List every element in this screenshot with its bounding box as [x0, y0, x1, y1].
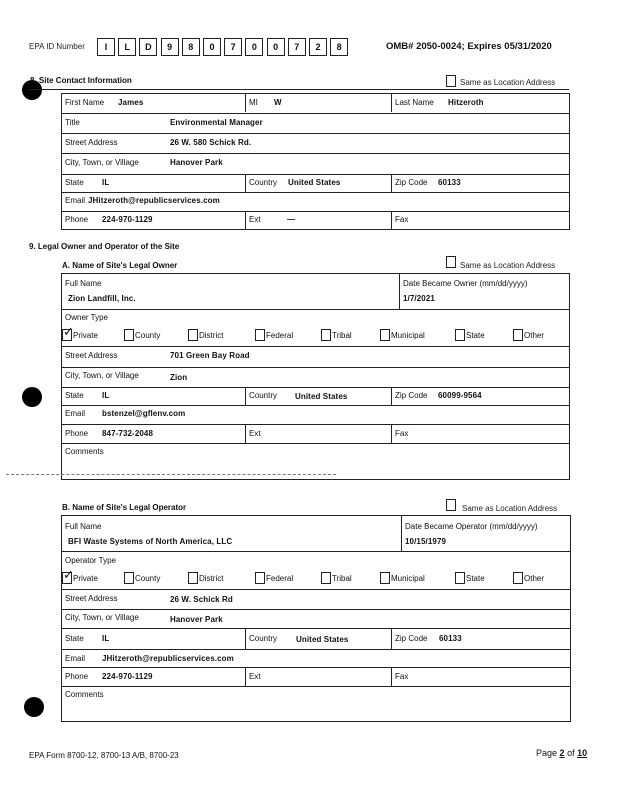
owner-type-federal[interactable]	[255, 329, 293, 341]
owner-type-checkbox[interactable]	[321, 329, 331, 341]
operator-type-label: Municipal	[391, 574, 425, 583]
country-value: United States	[288, 178, 341, 187]
owner-type-tribal[interactable]	[321, 329, 352, 341]
operator-phone-value: 224-970-1129	[102, 672, 153, 681]
owner-city-value: Zion	[170, 373, 188, 382]
owner-country-value: United States	[295, 392, 348, 401]
owner-country-label: Country	[249, 391, 278, 400]
hole-punch-mark	[22, 387, 42, 407]
epa-id-char-box: 2	[309, 38, 327, 56]
epa-id-label: EPA ID Number	[29, 42, 85, 51]
operator-phone-label: Phone	[65, 672, 89, 681]
operator-type-label: District	[199, 574, 224, 583]
same-as-location-checkbox[interactable]	[446, 75, 456, 87]
city-value: Hanover Park	[170, 158, 223, 167]
operator-type-tribal[interactable]	[321, 572, 352, 584]
site-contact-table	[61, 93, 570, 230]
page-number	[536, 748, 587, 758]
operator-type-checkbox[interactable]	[62, 567, 74, 584]
city-label: City, Town, or Village	[65, 158, 139, 167]
owner-type-county[interactable]	[124, 329, 160, 341]
fax-label: Fax	[395, 215, 409, 224]
owner-date-label: Date Became Owner (mm/dd/yyyy)	[403, 279, 528, 288]
operator-type-label: Federal	[266, 574, 294, 583]
operator-type-label: Private	[73, 574, 98, 583]
ext-value: —	[287, 215, 296, 224]
owner-type-checkbox[interactable]	[255, 329, 265, 341]
operator-type-private[interactable]	[62, 567, 98, 584]
first-name-label: First Name	[65, 98, 105, 107]
omb-number: OMB# 2050-0024; Expires 05/31/2020	[386, 41, 552, 52]
epa-id-char-box: L	[118, 38, 136, 56]
operator-zip-label: Zip Code	[395, 634, 428, 643]
state-value: IL	[102, 178, 110, 187]
page-label: Page	[536, 748, 558, 758]
operator-ext-label: Ext	[249, 672, 261, 681]
owner-state-label: State	[65, 391, 84, 400]
owner-type-label: Federal	[266, 331, 294, 340]
epa-id-char-box: 9	[161, 38, 179, 56]
owner-comments-label: Comments	[65, 447, 104, 456]
owner-type-checkbox[interactable]	[455, 329, 465, 341]
zip-label: Zip Code	[395, 178, 428, 187]
last-name-value: Hitzeroth	[448, 98, 484, 107]
operator-country-value: United States	[296, 635, 349, 644]
operator-zip-value: 60133	[439, 634, 462, 643]
first-name-value: James	[118, 98, 144, 107]
owner-full-name-value: Zion Landfill, Inc.	[68, 294, 136, 303]
owner-city-label: City, Town, or Village	[65, 371, 139, 380]
epa-id-char-box: 7	[288, 38, 306, 56]
owner-email-label: Email	[65, 409, 86, 418]
operator-city-label: City, Town, or Village	[65, 613, 139, 622]
email-label: Email	[65, 196, 86, 205]
phone-value: 224-970-1129	[102, 215, 153, 224]
operator-table	[61, 515, 571, 722]
owner-type-label: Other	[524, 331, 545, 340]
owner-type-private[interactable]	[62, 324, 98, 341]
operator-email-value: JHitzeroth@republicservices.com	[102, 654, 234, 663]
operator-type-state[interactable]	[455, 572, 485, 584]
owner-date-value: 1/7/2021	[403, 294, 435, 303]
owner-zip-value: 60099-9564	[438, 391, 482, 400]
mi-value: W	[274, 98, 282, 107]
hole-punch-mark	[24, 697, 44, 717]
epa-id-char-box: 0	[203, 38, 221, 56]
zip-value: 60133	[438, 178, 461, 187]
owner-type-label: State	[466, 331, 485, 340]
operator-fax-label: Fax	[395, 672, 409, 681]
owner-type-checkbox[interactable]	[380, 329, 390, 341]
owner-type-label: Tribal	[332, 331, 352, 340]
operator-street-label: Street Address	[65, 594, 118, 603]
owner-type-label: Owner Type	[65, 313, 108, 322]
owner-same-as-location-checkbox[interactable]	[446, 256, 456, 268]
owner-ext-label: Ext	[249, 429, 261, 438]
operator-type-label: Other	[524, 574, 545, 583]
ext-label: Ext	[249, 215, 261, 224]
site-contact-heading: 8. Site Contact Information	[30, 76, 132, 85]
owner-type-district[interactable]	[188, 329, 223, 341]
operator-type-label: Tribal	[332, 574, 352, 583]
owner-type-checkbox[interactable]	[513, 329, 523, 341]
owner-type-label: District	[199, 331, 224, 340]
owner-same-as-location-label: Same as Location Address	[460, 261, 556, 270]
operator-city-value: Hanover Park	[170, 615, 223, 624]
epa-id-char-box: 0	[245, 38, 263, 56]
page-total: 10	[577, 748, 588, 758]
owner-street-value: 701 Green Bay Road	[170, 351, 250, 360]
operator-type-checkbox[interactable]	[124, 572, 134, 584]
operator-type-checkbox[interactable]	[255, 572, 265, 584]
owner-type-municipal[interactable]	[380, 329, 425, 341]
owner-fax-label: Fax	[395, 429, 409, 438]
owner-type-state[interactable]	[455, 329, 485, 341]
owner-full-name-label: Full Name	[65, 279, 102, 288]
operator-type-checkbox[interactable]	[513, 572, 523, 584]
operator-type-checkbox[interactable]	[321, 572, 331, 584]
owner-type-checkbox[interactable]	[62, 324, 74, 341]
operator-type-label: County	[135, 574, 161, 583]
owner-type-label: Municipal	[391, 331, 425, 340]
owner-heading: A. Name of Site's Legal Owner	[62, 261, 178, 270]
last-name-label: Last Name	[395, 98, 434, 107]
operator-street-value: 26 W. Schick Rd	[170, 595, 233, 604]
title-value: Environmental Manager	[170, 118, 263, 127]
epa-id-char-box: 0	[267, 38, 285, 56]
owner-email-value: bstenzel@gflenv.com	[102, 409, 186, 418]
operator-state-label: State	[65, 634, 84, 643]
owner-type-label: County	[135, 331, 161, 340]
epa-id-char-box: 8	[182, 38, 200, 56]
epa-id-char-box: I	[97, 38, 115, 56]
operator-type-label: State	[466, 574, 485, 583]
country-label: Country	[249, 178, 278, 187]
epa-id-char-box: D	[139, 38, 157, 56]
operator-type-checkbox[interactable]	[188, 572, 198, 584]
operator-type-checkbox[interactable]	[380, 572, 390, 584]
operator-email-label: Email	[65, 654, 86, 663]
owner-phone-label: Phone	[65, 429, 89, 438]
operator-comments-label: Comments	[65, 690, 104, 699]
form-numbers: EPA Form 8700-12, 8700-13 A/B, 8700-23	[29, 751, 179, 760]
email-value: JHitzeroth@republicservices.com	[88, 196, 220, 205]
street-label: Street Address	[65, 138, 118, 147]
owner-table	[61, 273, 570, 480]
operator-type-federal[interactable]	[255, 572, 293, 584]
operator-type-municipal[interactable]	[380, 572, 425, 584]
phone-label: Phone	[65, 215, 89, 224]
operator-date-label: Date Became Operator (mm/dd/yyyy)	[405, 522, 538, 531]
owner-type-label: Private	[73, 331, 98, 340]
operator-type-other[interactable]	[513, 572, 544, 584]
state-label: State	[65, 178, 84, 187]
operator-type-district[interactable]	[188, 572, 223, 584]
section-divider	[29, 89, 569, 90]
mi-label: MI	[249, 98, 258, 107]
epa-id-char-box: 8	[330, 38, 348, 56]
operator-type-checkbox[interactable]	[455, 572, 465, 584]
owner-type-checkbox[interactable]	[188, 329, 198, 341]
operator-same-as-location-checkbox[interactable]	[446, 499, 456, 511]
page-current: 2	[559, 748, 565, 758]
operator-heading: B. Name of Site's Legal Operator	[62, 503, 187, 512]
street-value: 26 W. 580 Schick Rd.	[170, 138, 252, 147]
operator-type-county[interactable]	[124, 572, 160, 584]
operator-date-value: 10/15/1979	[405, 537, 447, 546]
epa-id-char-box: 7	[224, 38, 242, 56]
owner-street-label: Street Address	[65, 351, 118, 360]
title-label: Title	[65, 118, 80, 127]
operator-country-label: Country	[249, 634, 278, 643]
scan-artifact-line	[6, 474, 336, 475]
owner-type-checkbox[interactable]	[124, 329, 134, 341]
of-label: of	[567, 748, 575, 758]
owner-phone-value: 847-732-2048	[102, 429, 154, 438]
operator-full-name-value: BFI Waste Systems of North America, LLC	[68, 537, 233, 546]
operator-same-as-location-label: Same as Location Address	[462, 504, 558, 513]
same-as-location-label: Same as Location Address	[460, 78, 556, 87]
operator-state-value: IL	[102, 634, 110, 643]
owner-type-other[interactable]	[513, 329, 544, 341]
operator-type-label: Operator Type	[65, 556, 116, 565]
legal-owner-operator-heading: 9. Legal Owner and Operator of the Site	[29, 242, 180, 251]
owner-zip-label: Zip Code	[395, 391, 428, 400]
operator-full-name-label: Full Name	[65, 522, 102, 531]
checkmark-icon: ✓	[63, 324, 74, 339]
owner-state-value: IL	[102, 391, 110, 400]
checkmark-icon: ✓	[63, 567, 74, 582]
